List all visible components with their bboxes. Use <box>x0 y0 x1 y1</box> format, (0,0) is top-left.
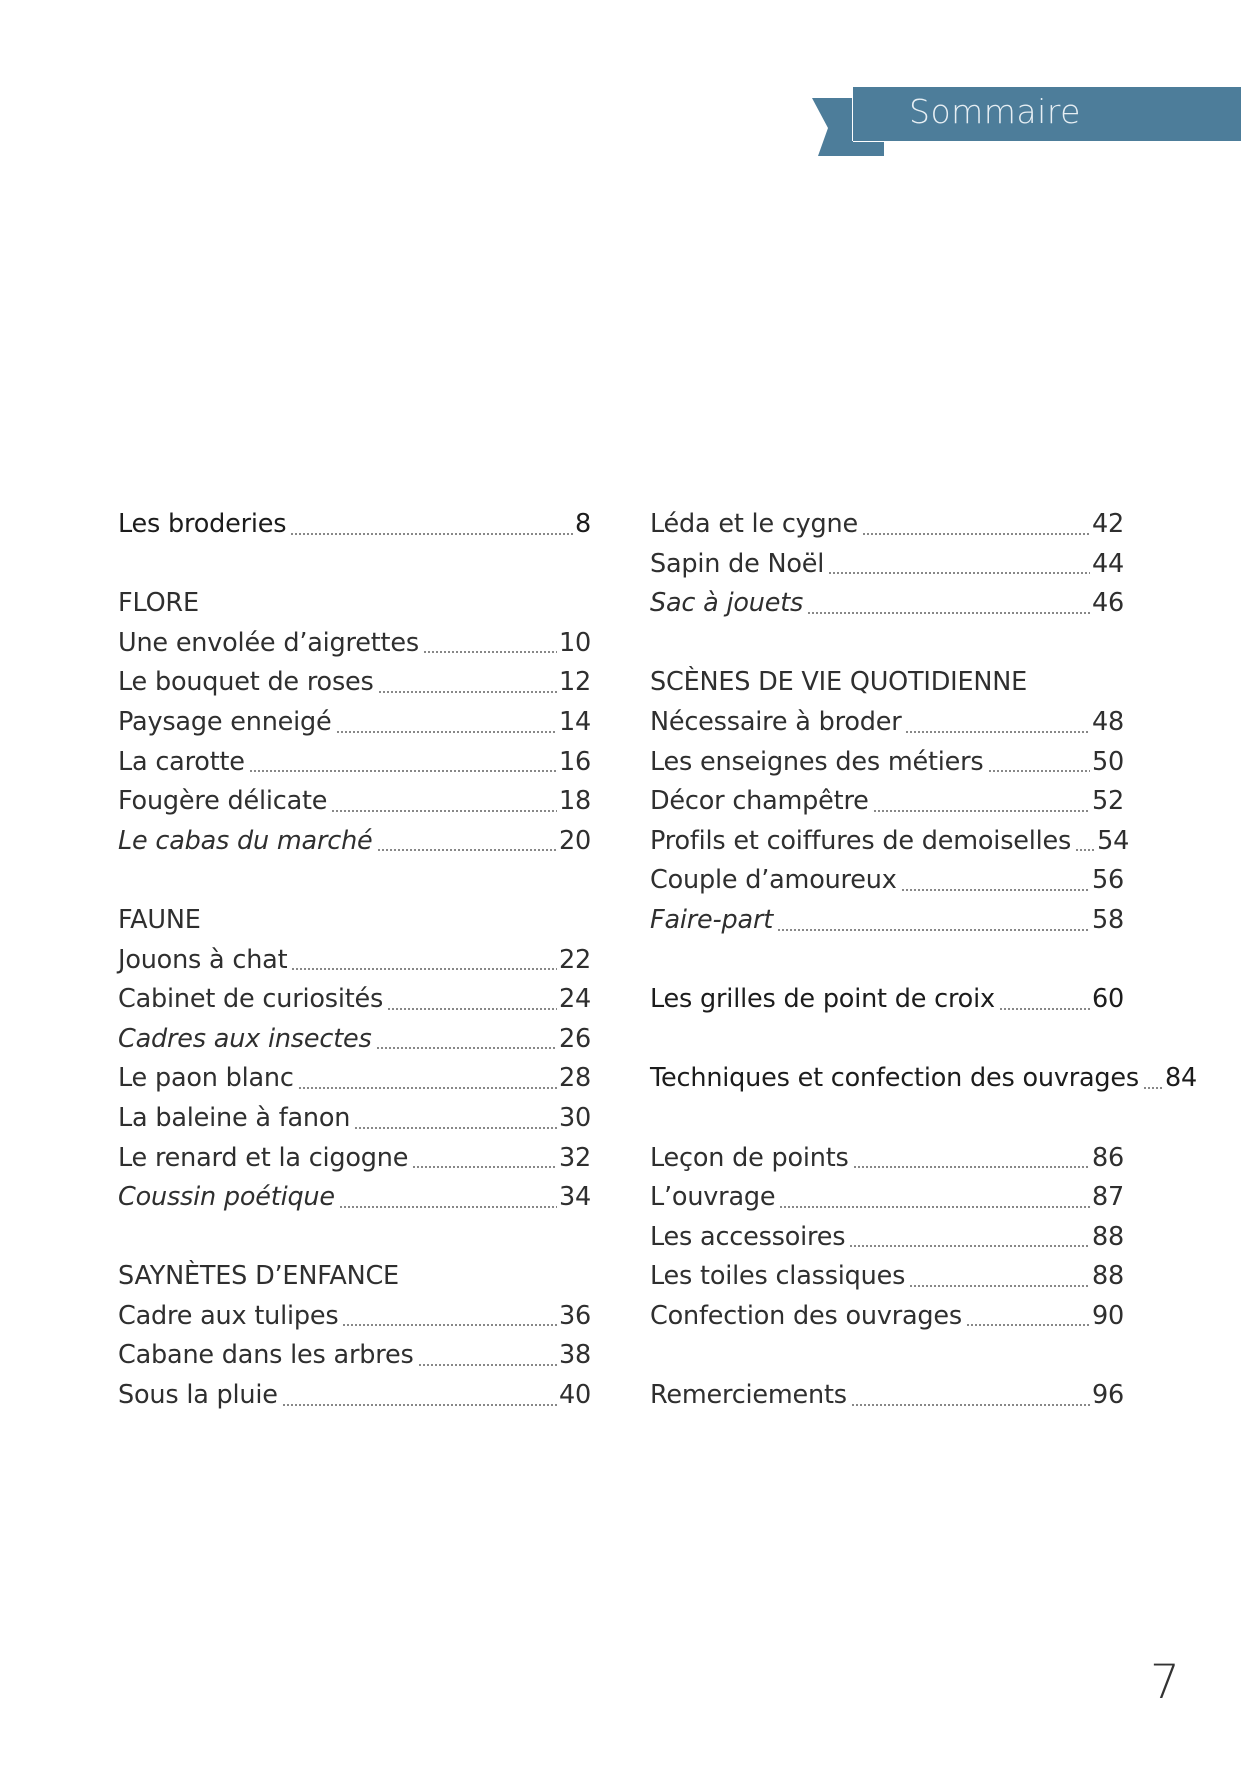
toc-entry-title: Jouons à chat <box>118 944 288 975</box>
toc-entry-title: Paysage enneigé <box>118 706 332 737</box>
dot-leader <box>828 572 1090 574</box>
toc-entry-page-number: 42 <box>1091 509 1124 539</box>
toc-entry-coussin-poetique[interactable] <box>118 1178 591 1218</box>
toc-entry-page-number: 34 <box>558 1182 591 1213</box>
dot-leader <box>807 612 1090 614</box>
dot-leader <box>873 810 1090 812</box>
dot-leader <box>378 691 557 693</box>
dot-leader <box>851 1404 1090 1406</box>
toc-entry-title: La carotte <box>118 746 245 777</box>
toc-entry-le-bouquet-de-roses[interactable] <box>118 663 591 703</box>
toc-section-heading: SCÈNES DE VIE QUOTIDIENNE <box>650 667 1028 698</box>
toc-entry-page-number: 58 <box>1091 904 1124 935</box>
page-title: Sommaire <box>909 92 1081 131</box>
toc-entry-sac-a-jouets[interactable] <box>650 584 1124 624</box>
toc-entry-page-number: 96 <box>1091 1380 1124 1411</box>
toc-spacer <box>650 624 1124 664</box>
toc-entry-title: Les grilles de point de croix <box>650 984 995 1015</box>
toc-entry-title: Nécessaire à broder <box>650 706 902 737</box>
toc-entry-techniques-et-confection-des-ouvrages[interactable] <box>650 1059 1198 1099</box>
toc-entry-title: Le bouquet de roses <box>118 667 374 698</box>
toc-column-right <box>650 505 1198 1416</box>
toc-entry-title: Cabinet de curiosités <box>118 984 384 1015</box>
toc-entry-une-envolee-d-aigrettes[interactable] <box>118 624 591 664</box>
toc-entry-le-cabas-du-marche[interactable] <box>118 822 591 862</box>
dot-leader <box>282 1404 557 1406</box>
toc-entry-les-grilles-de-point-de-croix[interactable] <box>650 980 1124 1020</box>
toc-entry-la-baleine-a-fanon[interactable] <box>118 1099 591 1139</box>
toc-entry-jouons-a-chat[interactable] <box>118 941 591 981</box>
toc-entry-page-number: 14 <box>558 706 591 737</box>
toc-entry-title: Décor champêtre <box>650 786 869 817</box>
dot-leader <box>1075 849 1095 851</box>
toc-entry-sapin-de-noel[interactable] <box>650 545 1124 585</box>
toc-entry-page-number: 88 <box>1091 1261 1124 1292</box>
toc-entry-page-number: 88 <box>1091 1221 1124 1252</box>
toc-entry-page-number: 60 <box>1091 984 1124 1015</box>
dot-leader <box>779 1206 1090 1208</box>
toc-entry-page-number: 24 <box>558 984 591 1015</box>
toc-entry-sous-la-pluie[interactable] <box>118 1376 591 1416</box>
dot-leader <box>291 968 557 970</box>
toc-entry-profils-et-coiffures-de-demoiselles[interactable] <box>650 822 1130 862</box>
toc-entry-page-number: 48 <box>1091 706 1124 737</box>
dot-leader <box>298 1087 557 1089</box>
dot-leader <box>418 1364 557 1366</box>
toc-entry-page-number: 84 <box>1165 1063 1198 1094</box>
toc-entry-page-number: 50 <box>1091 746 1124 777</box>
toc-entry-title: Une envolée d’aigrettes <box>118 627 419 658</box>
dot-leader <box>331 810 557 812</box>
toc-spacer <box>650 941 1124 981</box>
toc-entry-page-number: 18 <box>558 786 591 817</box>
toc-entry-title: Techniques et confection des ouvrages <box>650 1063 1139 1094</box>
toc-entry-page-number: 90 <box>1091 1300 1124 1331</box>
dot-leader <box>901 889 1090 891</box>
toc-section-heading: FAUNE <box>118 904 201 935</box>
toc-entry-les-enseignes-des-metiers[interactable] <box>650 743 1124 783</box>
toc-entry-confection-des-ouvrages[interactable] <box>650 1297 1124 1337</box>
toc-entry-page-number: 20 <box>558 825 591 856</box>
toc-entry-page-number: 10 <box>558 627 591 658</box>
dot-leader <box>387 1008 557 1010</box>
toc-entry-paysage-enneige[interactable] <box>118 703 591 743</box>
dot-leader <box>849 1245 1090 1247</box>
toc-entry-cabane-dans-les-arbres[interactable] <box>118 1336 591 1376</box>
toc-entry-title: Cabane dans les arbres <box>118 1340 414 1371</box>
dot-leader <box>909 1285 1090 1287</box>
dot-leader <box>339 1206 557 1208</box>
toc-entry-remerciements[interactable] <box>650 1376 1124 1416</box>
toc-entry-necessaire-a-broder[interactable] <box>650 703 1124 743</box>
toc-entry-title: Profils et coiffures de demoiselles <box>650 825 1072 856</box>
toc-entry-title: Léda et le cygne <box>650 509 858 539</box>
toc-entry-page-number: 22 <box>558 944 591 975</box>
toc-entry-title: Cadres aux insectes <box>118 1023 372 1054</box>
toc-entry-page-number: 26 <box>558 1023 591 1054</box>
toc-entry-title: Sous la pluie <box>118 1380 278 1411</box>
toc-entry-title: Le renard et la cigogne <box>118 1142 409 1173</box>
dot-leader <box>966 1324 1090 1326</box>
toc-entry-page-number: 28 <box>558 1063 591 1094</box>
toc-entry-title: Sac à jouets <box>650 588 804 619</box>
toc-entry-la-carotte[interactable] <box>118 743 591 783</box>
toc-entry-title: Les accessoires <box>650 1221 846 1252</box>
toc-entry-title: Les toiles classiques <box>650 1261 906 1292</box>
dot-leader <box>376 1047 557 1049</box>
toc-entry-title: Couple d’amoureux <box>650 865 897 896</box>
toc-entry-page-number: 87 <box>1091 1182 1124 1213</box>
dot-leader <box>862 533 1090 535</box>
toc-entry-title: Les enseignes des métiers <box>650 746 984 777</box>
dot-leader <box>290 533 573 535</box>
dot-leader <box>354 1127 557 1129</box>
toc-entry-page-number: 40 <box>558 1380 591 1411</box>
toc-entry-page-number: 38 <box>558 1340 591 1371</box>
toc-entry-page-number: 44 <box>1091 548 1124 579</box>
toc-column-left <box>118 505 591 1416</box>
toc-entry-title: La baleine à fanon <box>118 1102 351 1133</box>
toc-entry-les-toiles-classiques[interactable] <box>650 1257 1124 1297</box>
toc-entry-title: Remerciements <box>650 1380 847 1411</box>
toc-entry-title: Confection des ouvrages <box>650 1300 962 1331</box>
dot-leader <box>423 651 557 653</box>
toc-spacer <box>650 1336 1124 1376</box>
page-number: 7 <box>1150 1655 1180 1710</box>
toc-entry-cadre-aux-tulipes[interactable] <box>118 1297 591 1337</box>
toc-entry-le-renard-et-la-cigogne[interactable] <box>118 1139 591 1179</box>
toc-entry-l-ouvrage[interactable] <box>650 1178 1124 1218</box>
toc-entry-couple-d-amoureux[interactable] <box>650 861 1124 901</box>
toc-spacer <box>118 861 591 901</box>
toc-entry-title: Fougère délicate <box>118 786 328 817</box>
dot-leader <box>853 1166 1090 1168</box>
toc-entry-title: L’ouvrage <box>650 1182 776 1213</box>
toc-entry-page-number: 46 <box>1091 588 1124 619</box>
dot-leader <box>249 770 557 772</box>
toc-spacer <box>118 545 591 585</box>
dot-leader <box>1143 1087 1163 1089</box>
dot-leader <box>777 929 1090 931</box>
toc-entry-le-paon-blanc[interactable] <box>118 1059 591 1099</box>
toc-entry-page-number: 30 <box>558 1102 591 1133</box>
dot-leader <box>999 1008 1090 1010</box>
toc-entry-les-accessoires[interactable] <box>650 1218 1124 1258</box>
dot-leader <box>905 731 1089 733</box>
toc-entry-les-broderies[interactable] <box>118 505 591 545</box>
toc-entry-title: Leçon de points <box>650 1142 849 1173</box>
toc-section-heading: SAYNÈTES D’ENFANCE <box>118 1261 399 1292</box>
toc-entry-fougere-delicate[interactable] <box>118 782 591 822</box>
toc-entry-page-number: 56 <box>1091 865 1124 896</box>
dot-leader <box>342 1324 557 1326</box>
toc-entry-title: Coussin poétique <box>118 1182 335 1213</box>
dot-leader <box>988 770 1090 772</box>
toc-entry-page-number: 32 <box>558 1142 591 1173</box>
toc-entry-page-number: 36 <box>558 1300 591 1331</box>
toc-entry-decor-champetre[interactable] <box>650 782 1124 822</box>
toc-entry-title: Sapin de Noël <box>650 548 825 579</box>
toc-entry-cadres-aux-insectes[interactable] <box>118 1020 591 1060</box>
toc-entry-page-number: 52 <box>1091 786 1124 817</box>
toc-spacer <box>118 1218 591 1258</box>
toc-entry-faire-part[interactable] <box>650 901 1124 941</box>
dot-leader <box>412 1166 557 1168</box>
toc-entry-leda-et-le-cygne[interactable] <box>650 505 1124 545</box>
toc-entry-page-number: 54 <box>1097 825 1130 856</box>
toc-entry-page-number: 12 <box>558 667 591 698</box>
toc-entry-title: Faire-part <box>650 904 774 935</box>
toc-entry-page-number: 16 <box>558 746 591 777</box>
dot-leader <box>336 731 557 733</box>
toc-section-heading: FLORE <box>118 588 199 619</box>
toc-entry-page-number: 86 <box>1091 1142 1124 1173</box>
toc-entry-title: Les broderies <box>118 509 287 539</box>
toc-entry-cabinet-de-curiosites[interactable] <box>118 980 591 1020</box>
section-banner <box>853 87 1241 141</box>
toc-spacer <box>650 1020 1124 1060</box>
dot-leader <box>377 849 557 851</box>
toc-entry-title: Cadre aux tulipes <box>118 1300 339 1331</box>
toc-entry-lecon-de-points[interactable] <box>650 1139 1124 1179</box>
toc-spacer <box>650 1099 1124 1139</box>
toc-entry-title: Le paon blanc <box>118 1063 294 1094</box>
toc-entry-title: Le cabas du marché <box>118 825 373 856</box>
toc-entry-page-number: 8 <box>574 509 591 539</box>
